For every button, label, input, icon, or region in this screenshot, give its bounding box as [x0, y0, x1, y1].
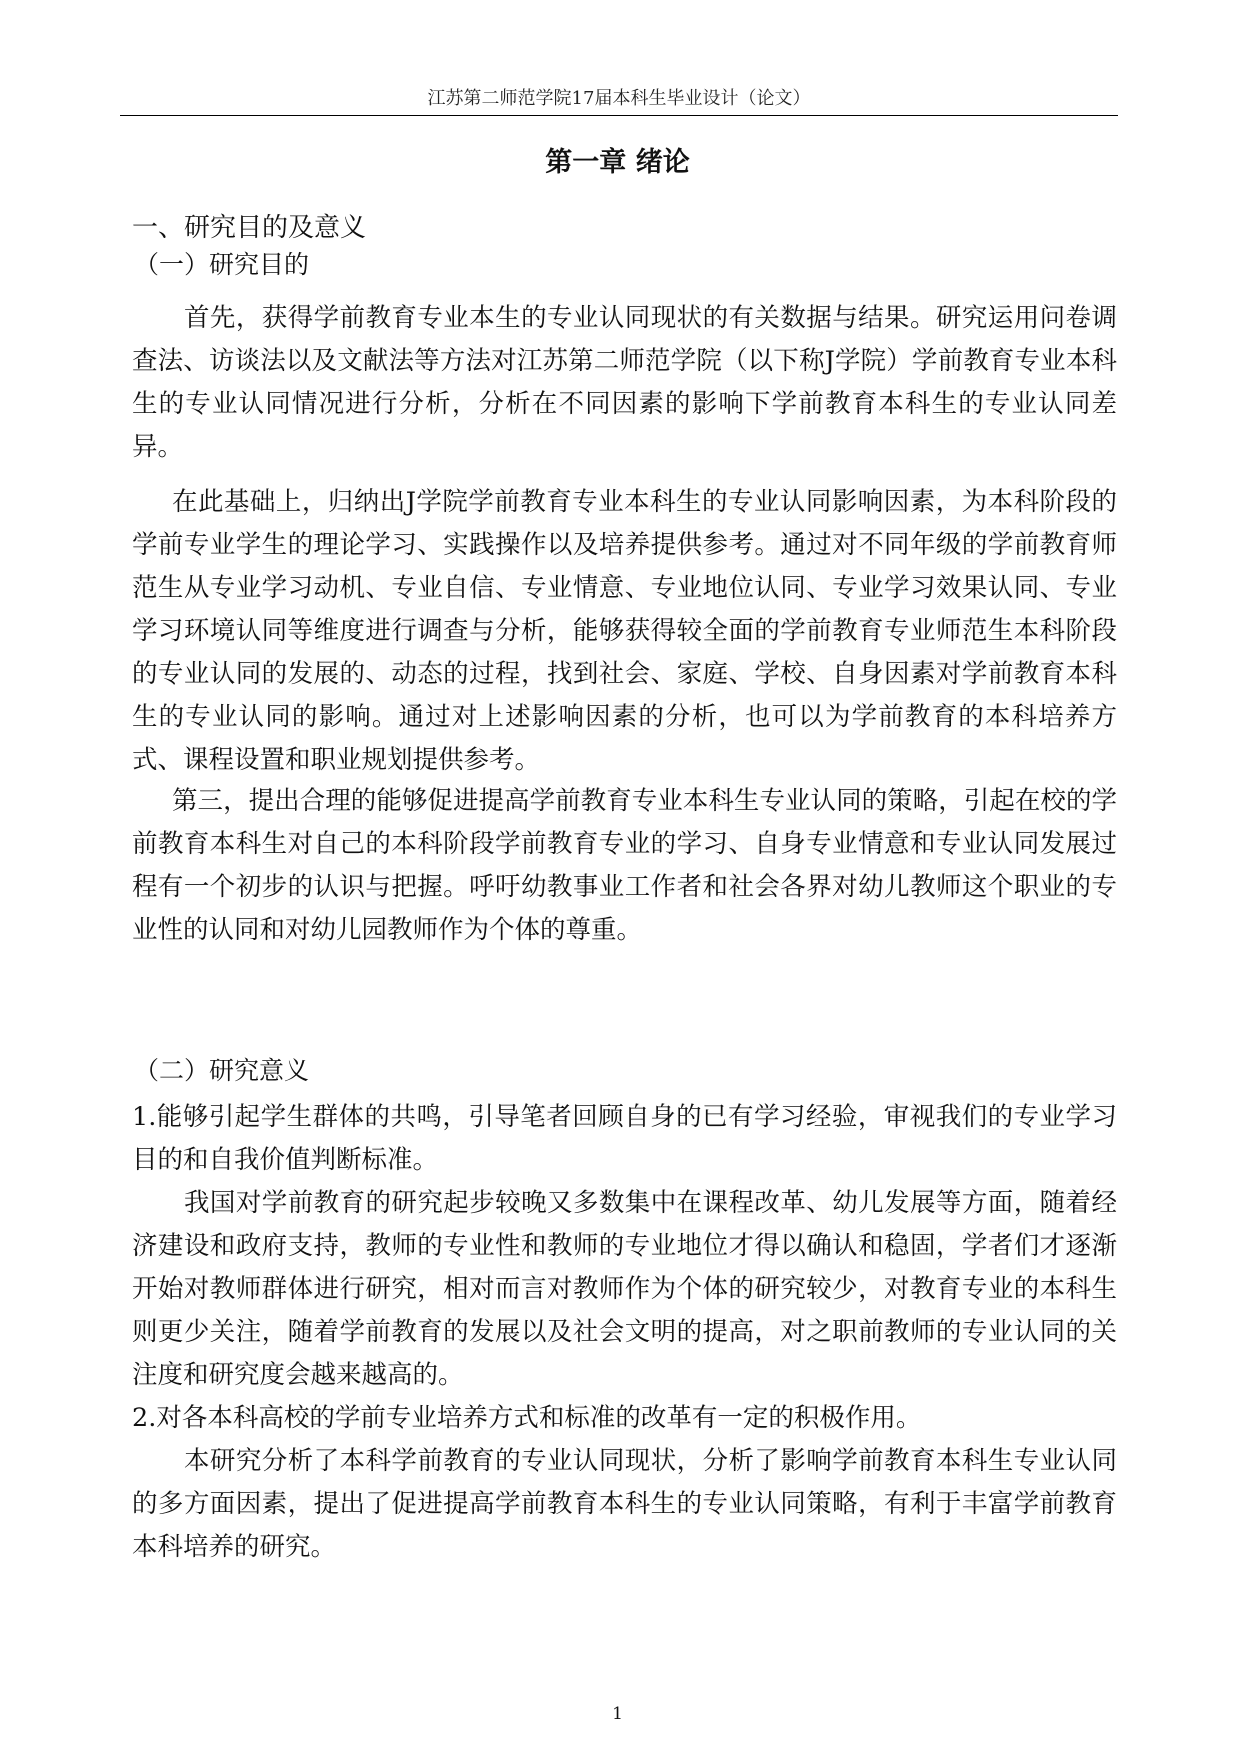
purpose-paragraph-2: 在此基础上，归纳出J学院学前教育专业本科生的专业认同影响因素，为本科阶段的学前专业学生的理论学习、实践操作以及培养提供参考。通过对不同年级的学前教育师范生从专业学习动机、专业自信、专业情意、专业地位认同、专业学习效果认同、专业学习环境认同等维度进行调查与分析，能够获得较全面的学前教育专业师范生本科阶段的专业认同的发展的、动态的过程，找到社会、家庭、学校、自身因素对学前教育本科生的专业认同的影响。通过对上述影响因素的分析，也可以为学前教育的本科培养方式、课程设置和职业规划提供参考。 [132, 487, 1117, 775]
purpose-paragraph-3: 第三，提出合理的能够促进提高学前教育专业本科生专业认同的策略，引起在校的学前教育本科生对自己的本科阶段学前教育专业的学习、自身专业情意和专业认同发展过程有一个初步的认识与把握。呼吁幼教事业工作者和社会各界对幼儿教师这个职业的专业性的认同和对幼儿园教师作为个体的尊重。 [132, 786, 1117, 945]
section-heading: 一、研究目的及意义 [132, 213, 367, 243]
purpose-paragraph-1: 首先，获得学前教育专业本生的专业认同现状的有关数据与结果。研究运用问卷调查法、访谈法以及文献法等方法对江苏第二师范学院（以下称J学院）学前教育专业本科生的专业认同情况进行分析，分析在不同因素的影响下学前教育本科生的专业认同差异。 [132, 303, 1117, 462]
header-divider [120, 115, 1118, 116]
running-header: 江苏第二师范学院17届本科生毕业设计（论文） [427, 88, 811, 109]
significance-item-2: 2.对各本科高校的学前专业培养方式和标准的改革有一定的积极作用。 [132, 1403, 922, 1433]
significance-paragraph-1: 我国对学前教育的研究起步较晚又多数集中在课程改革、幼儿发展等方面，随着经济建设和政府支持，教师的专业性和教师的专业地位才得以确认和稳固，学者们才逐渐开始对教师群体进行研究，相对而言对教师作为个体的研究较少，对教育专业的本科生则更少关注，随着学前教育的发展以及社会文明的提高，对之职前教师的专业认同的关注度和研究度会越来越高的。 [132, 1188, 1117, 1390]
page-number: 1 [612, 1704, 623, 1724]
significance-paragraph-2: 本研究分析了本科学前教育的专业认同现状，分析了影响学前教育本科生专业认同的多方面因素，提出了促进提高学前教育本科生的专业认同策略，有利于丰富学前教育本科培养的研究。 [132, 1446, 1117, 1562]
significance-heading: （二）研究意义 [134, 1056, 310, 1085]
purpose-heading: （一）研究目的 [134, 250, 310, 279]
chapter-title: 第一章 绪论 [545, 147, 690, 178]
significance-item-1: 1.能够引起学生群体的共鸣，引导笔者回顾自身的已有学习经验，审视我们的专业学习目的和自我价值判断标准。 [132, 1102, 1117, 1175]
